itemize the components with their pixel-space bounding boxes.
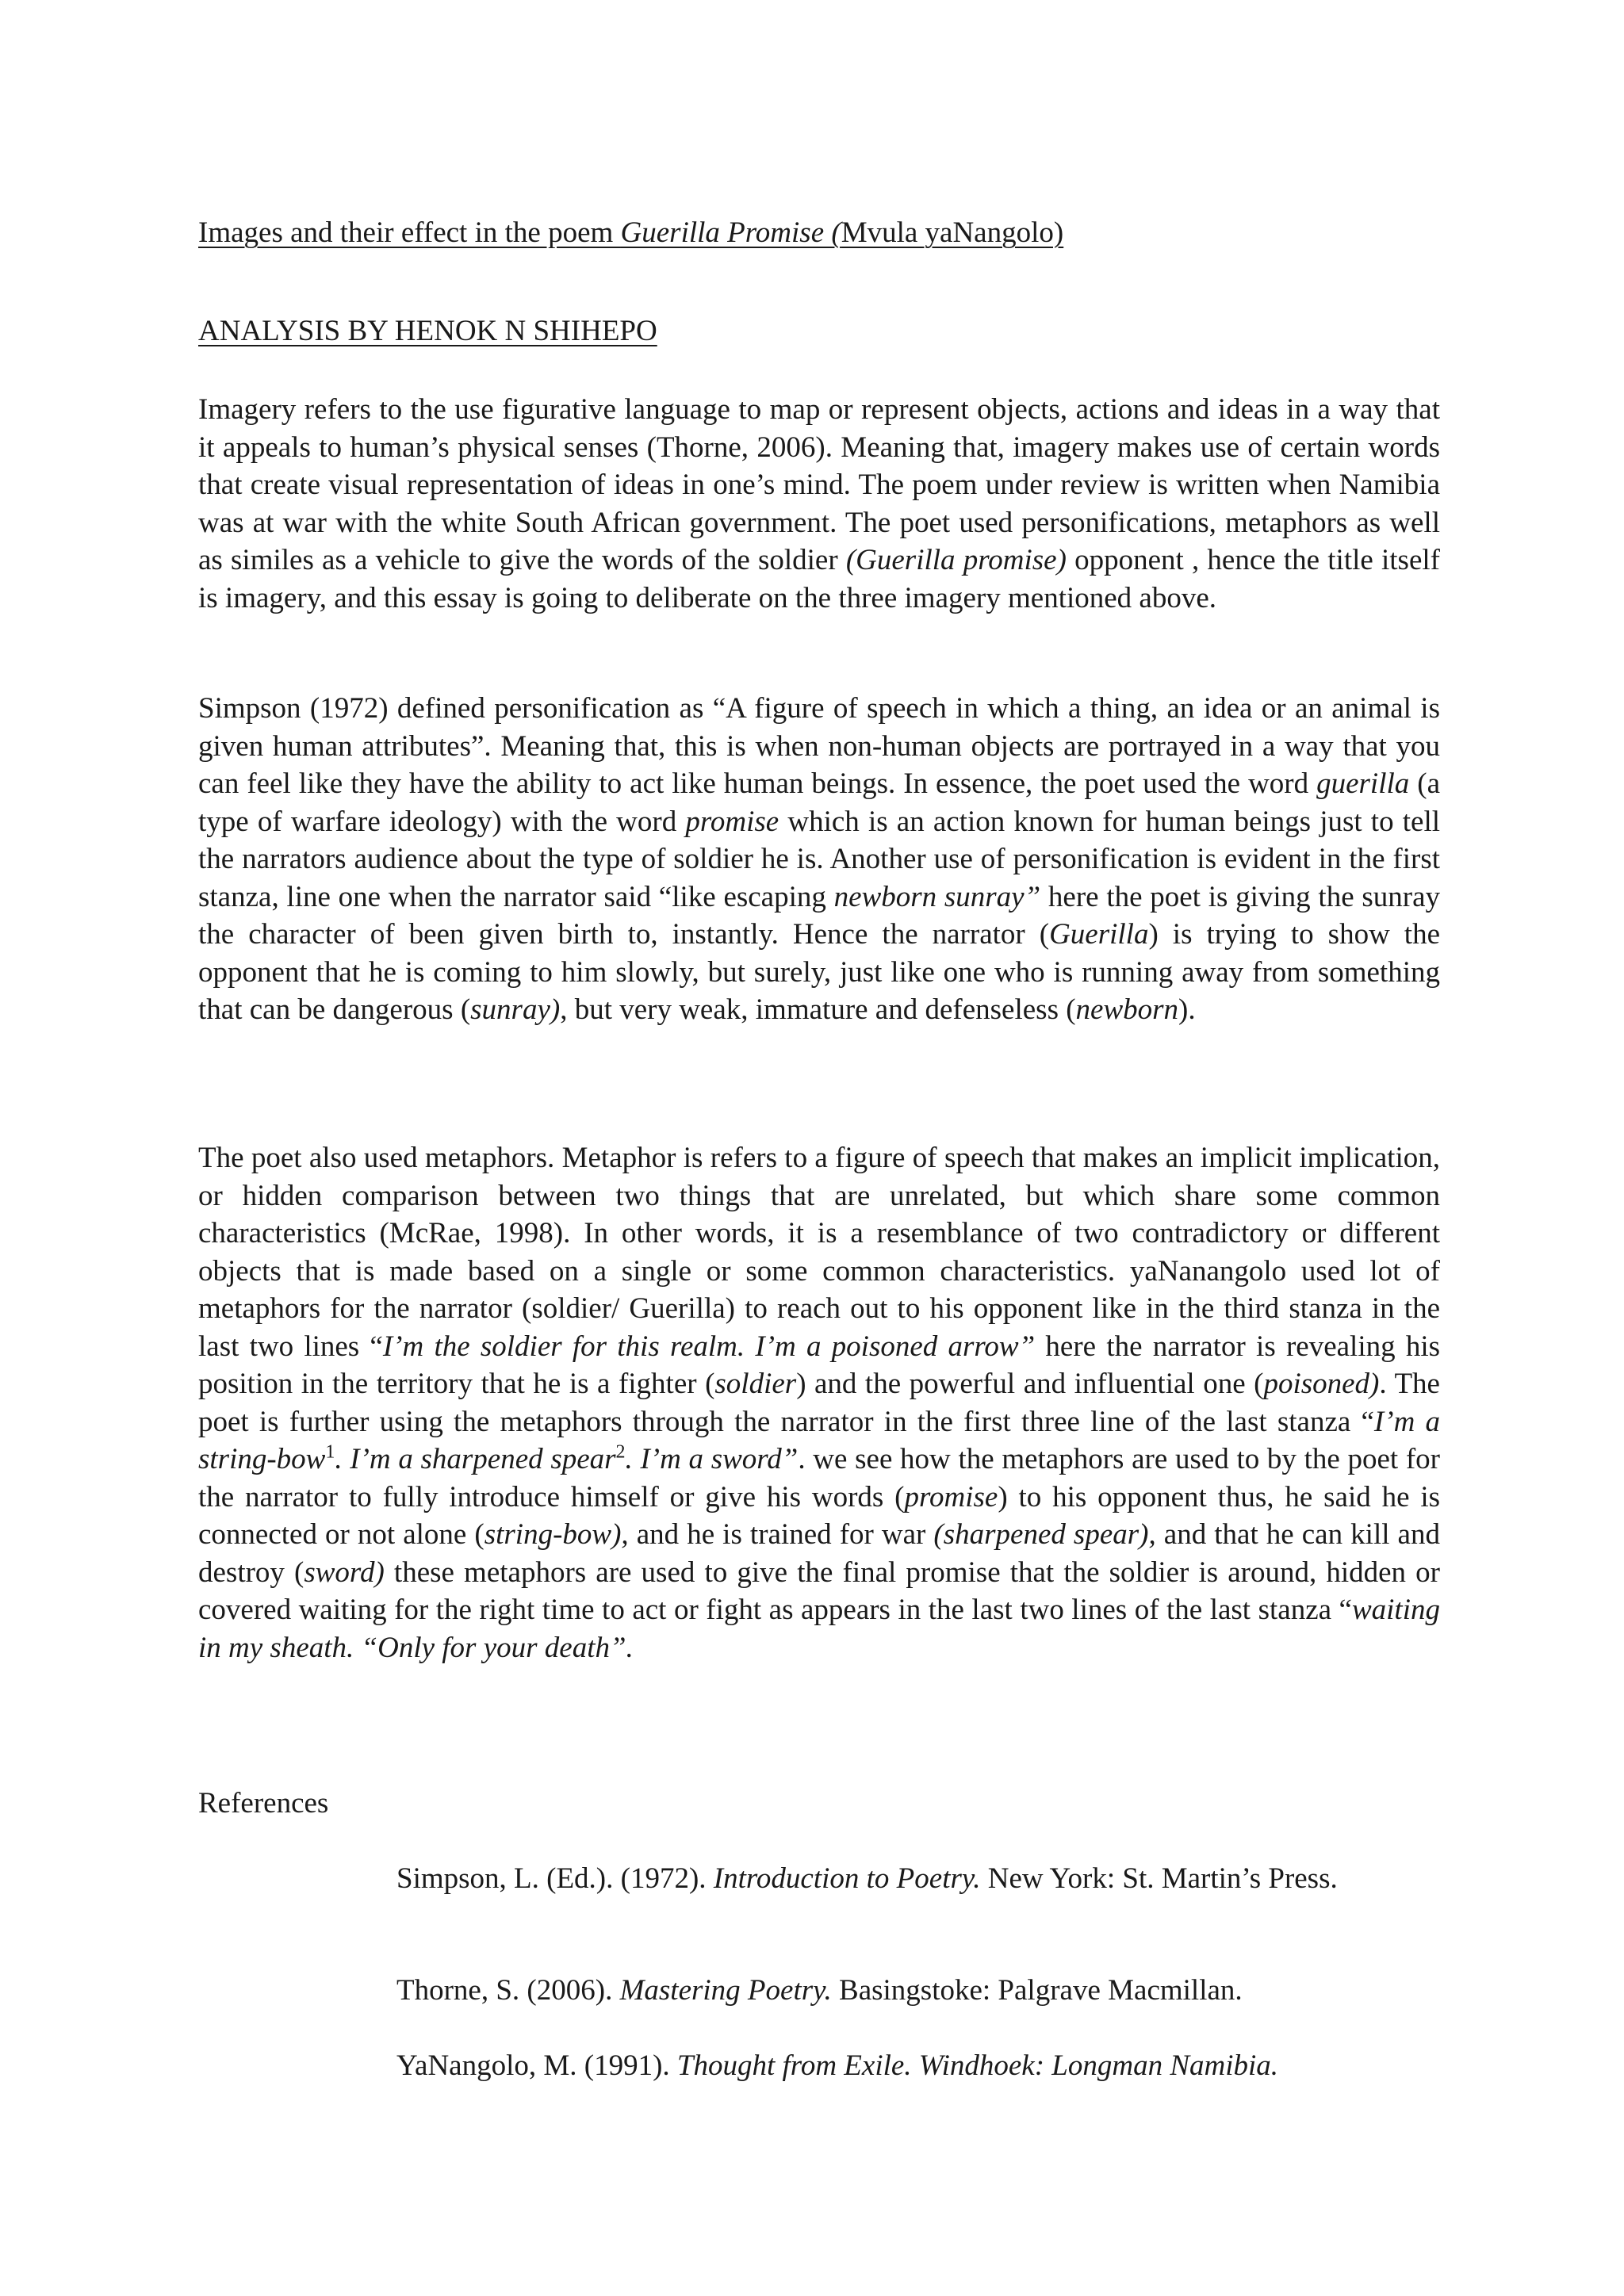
italic-text: newborn sunray”: [833, 880, 1041, 913]
paragraph-personification: [198, 690, 1440, 1029]
text-run: ) to his opponent thus, he said he is connected or not alone (: [198, 1480, 1441, 1551]
footnote-marker: 2: [615, 1441, 626, 1463]
title-poet: Mvula yaNangolo): [841, 216, 1064, 249]
text-run: (a type of warfare ideology) with the word: [198, 767, 1441, 838]
text-run: Thorne, S. (2006).: [396, 1974, 620, 2007]
italic-text: sunray): [470, 993, 561, 1026]
text-run: which is an action known for human beings just to tell the narrators audience about the type of soldier he is. Another use of personification is evident in the first stanza, line one when the narrator said “like escaping: [198, 805, 1440, 913]
text-run: , but very weak, immature and defenseless (: [560, 993, 1076, 1026]
italic-text: soldier: [714, 1368, 797, 1400]
italic-text: Mastering Poetry.: [619, 1974, 832, 2007]
italic-text: string-bow),: [484, 1518, 629, 1551]
author-line: ANALYSIS BY HENOK N SHIHEPO: [198, 315, 657, 347]
italic-text: newborn: [1075, 993, 1179, 1026]
text-run: and that he can kill and destroy (: [198, 1518, 1440, 1589]
text-run: Simpson (1972) defined personification as “A figure of speech in which a thing, an idea or an animal is given human attributes”. Meaning that, this is when non-human objects are portrayed in a way that you can feel like they have the ability to act like human beings. In essence, the poet used the word: [198, 692, 1440, 800]
title-poem-name: Guerilla Promise (: [620, 216, 841, 249]
text-run: YaNangolo, M. (1991).: [396, 2049, 677, 2082]
italic-text: (sharpened spear),: [933, 1518, 1156, 1551]
italic-text: promise: [904, 1480, 998, 1513]
title-prefix: Images and their effect in the poem: [198, 216, 621, 249]
reference-simpson: [396, 1860, 1440, 1898]
italic-text: promise: [685, 805, 779, 838]
text-run: these metaphors are used to give the final promise that the soldier is around, hidden or covered waiting for the right time to act or fight as appears in the last two lines of the last stanza “: [198, 1556, 1440, 1626]
text-run: opponent , hence the title itself is imagery, and this essay is going to deliberate on the three imagery mentioned above.: [198, 544, 1440, 614]
italic-text: Guerilla: [1049, 918, 1149, 951]
reference-yanangolo: [396, 2047, 1440, 2085]
text-run: Imagery refers to the use figurative language to map or represent objects, actions and ideas in a way that it appeals to human’s physical senses (Thorne, 2006). Meaning that, imagery makes use of certain words that create visual representation of ideas in one’s mind. The poem under review is written when Namibia was at war with the white South African government. The poet used personifications, metaphors as well as similes as a vehicle to give the words of the soldier: [198, 393, 1440, 576]
text-run: Basingstoke: Palgrave Macmillan.: [831, 1974, 1243, 2007]
footnote-marker: 1: [325, 1441, 335, 1463]
text-run: ).: [1178, 993, 1196, 1026]
document-title: [198, 214, 1440, 252]
text-run: New York: St. Martin’s Press.: [980, 1862, 1338, 1895]
text-run: and he is trained for war: [628, 1518, 934, 1551]
paragraph-imagery: [198, 391, 1440, 617]
italic-text: . I’m a sword”: [625, 1443, 799, 1475]
text-run: ) is trying to show the opponent that he is coming to him slowly, but surely, just like one who is running away from something that can be dangerous (: [198, 918, 1441, 1026]
text-run: The poet also used metaphors. Metaphor is refers to a figure of speech that makes an implicit implication, or hidden comparison between two things that are unrelated, but which share some common characteristics (McRae, 1998). In other words, it is a resemblance of two contradictory or different objects that is made based on a single or some common characteristics. yaNanangolo used lot of metaphors for the narrator (soldier/ Guerilla) to reach out to his opponent like in the third stanza in the last two lines “: [198, 1142, 1440, 1363]
text-run: . The poet is further using the metaphors through the narrator in the first three line of the last stanza “: [198, 1368, 1440, 1438]
text-run: Simpson, L. (Ed.). (1972).: [396, 1862, 714, 1895]
text-run: . we see how the metaphors are used to by the poet for the narrator to fully introduce himself or give his words (: [198, 1443, 1440, 1513]
italic-text: . I’m a sharpened spear: [335, 1443, 616, 1475]
italic-text: waiting in my sheath. “Only for your death”.: [198, 1594, 1440, 1664]
italic-text: Thought from Exile. Windhoek: Longman Namibia.: [676, 2049, 1279, 2082]
reference-thorne: [396, 1972, 1440, 2010]
text-run: here the narrator is revealing his position in the territory that he is a fighter (: [198, 1330, 1441, 1400]
italic-text: guerilla: [1316, 767, 1410, 800]
italic-text: I’m the soldier for this realm. I’m a poisoned arrow”: [382, 1330, 1036, 1363]
text-run: ) and the powerful and influential one (: [796, 1368, 1264, 1400]
italic-text: poisoned): [1263, 1368, 1380, 1400]
italic-text: Introduction to Poetry.: [713, 1862, 981, 1895]
text-run: here the poet is giving the sunray the character of been given birth to, instantly. Hence the narrator (: [198, 880, 1441, 951]
references-heading: References: [198, 1787, 329, 1820]
italic-text: I’m a string-bow: [198, 1405, 1440, 1475]
italic-text: sword): [304, 1556, 385, 1589]
paragraph-metaphors: [198, 1139, 1440, 1667]
italic-text: (Guerilla promise): [845, 544, 1067, 576]
